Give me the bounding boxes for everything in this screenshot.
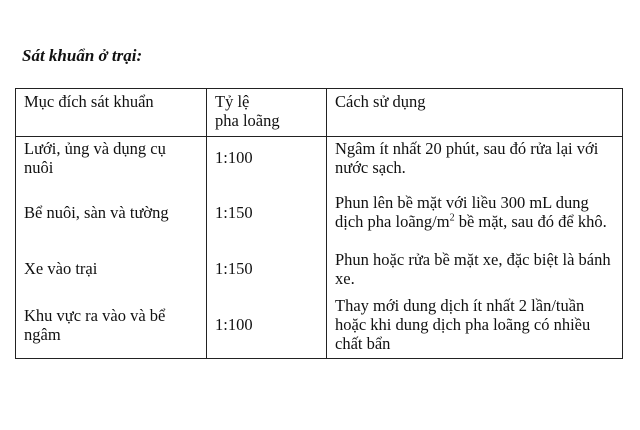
cell-ratio: 1:100 xyxy=(207,137,327,179)
usage-text-part1: Phun lên bề mặt với liều 300 mL dung dịch pha loãng/m xyxy=(335,193,589,231)
header-purpose: Mục đích sát khuẩn xyxy=(16,89,207,137)
header-ratio xyxy=(207,89,327,137)
table-row xyxy=(16,178,623,246)
header-ratio-line1: Tỷ lệ xyxy=(215,92,250,111)
cell-usage: Thay mới dung dịch ít nhất 2 lần/tuần hoặc khi dung dịch pha loãng có nhiều chất bẩn xyxy=(327,291,623,359)
cell-ratio: 1:150 xyxy=(207,178,327,246)
cell-ratio: 1:150 xyxy=(207,246,327,291)
table-row xyxy=(16,137,623,179)
cell-purpose: Lưới, ủng và dụng cụ nuôi xyxy=(16,137,207,179)
usage-text-part2: bề mặt, sau đó để khô. xyxy=(454,212,607,231)
cell-usage xyxy=(327,178,623,246)
cell-usage: Ngâm ít nhất 20 phút, sau đó rửa lại với nước sạch. xyxy=(327,137,623,179)
section-heading: Sát khuẩn ở trại: xyxy=(22,46,143,65)
header-ratio-line2: pha loãng xyxy=(215,111,280,130)
cell-purpose: Bể nuôi, sàn và tường xyxy=(16,178,207,246)
cell-ratio: 1:100 xyxy=(207,291,327,359)
cell-usage: Phun hoặc rửa bề mặt xe, đặc biệt là bánh xe. xyxy=(327,246,623,291)
disinfection-table xyxy=(15,88,623,359)
table-header-row xyxy=(16,89,623,137)
cell-purpose: Khu vực ra vào và bể ngâm xyxy=(16,291,207,359)
table-row xyxy=(16,246,623,291)
usage-superscript: 2 xyxy=(449,212,455,224)
table-row xyxy=(16,291,623,359)
header-usage: Cách sử dụng xyxy=(327,89,623,137)
cell-purpose: Xe vào trại xyxy=(16,246,207,291)
